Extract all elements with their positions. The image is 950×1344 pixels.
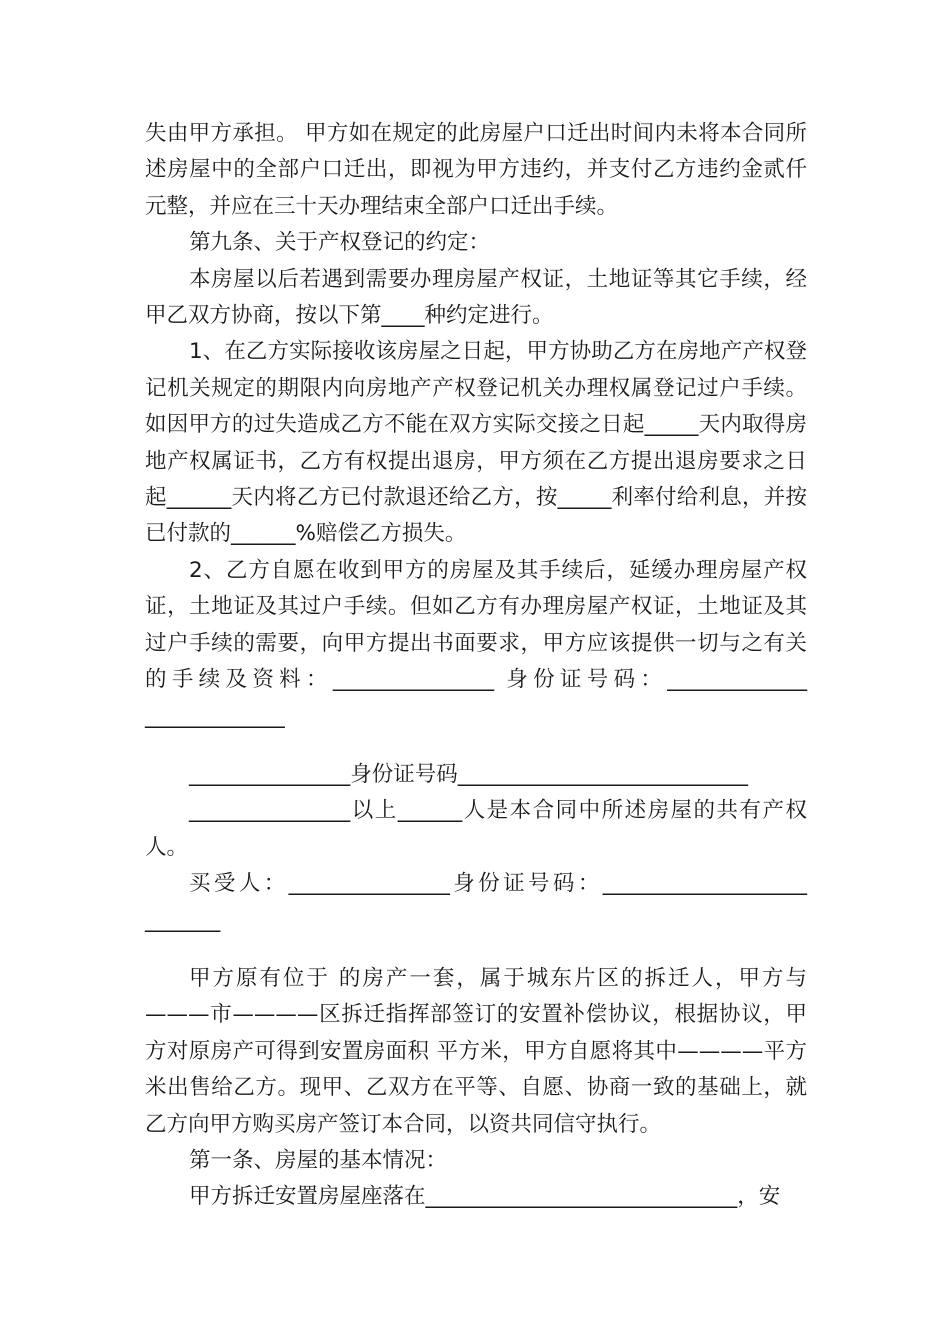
- heading-article-9: 第九条、关于产权登记的约定：: [189, 230, 491, 256]
- document-body: [145, 116, 807, 1216]
- heading-article-1: 第一条、房屋的基本情况：: [189, 1147, 448, 1173]
- paragraph-property-location: 甲方拆迁安置房屋座落在_____________________________，安: [189, 1184, 781, 1210]
- paragraph-property-registration: 本房屋以后若遇到需要办理房屋产权证，土地证等其它手续，经甲乙双方协商，按以下第____种约定进行。: [145, 266, 807, 329]
- paragraph-option-2: 2、乙方自愿在收到甲方的房屋及其手续后，延缓办理房屋产权证，土地证及其过户手续。但如乙方有办理房屋产权证，土地证及其过户手续的需要，向甲方提出书面要求，甲方应该提供一切与之有关的手续及资料：_______________ 身份证号码：_____________ _____________: [145, 557, 807, 729]
- paragraph-co-owners: _______________以上______人是本合同中所述房屋的共有产权人。: [145, 798, 807, 860]
- paragraph-preamble: 甲方原有位于 的房产一套，属于城东片区的拆迁人，甲方与———市————区拆迁指挥部签订的安置补偿协议，根据协议，甲方对原房产可得到安置房面积 平方米，甲方自愿将其中————平方米出售给乙方。现甲、乙双方在平等、自愿、协商一致的基础上，就乙方向甲方购买房产签订本合同，以资共同信守执行。: [145, 965, 807, 1137]
- paragraph-co-owner-id: _______________身份证号码___________________________: [189, 761, 749, 787]
- paragraph-buyer: 买受人：_______________身份证号码：___________________ _______: [145, 871, 807, 933]
- paragraph-household-clause-end: 失由甲方承担。 甲方如在规定的此房屋户口迁出时间内未将本合同所述房屋中的全部户口迁出，即视为甲方违约，并支付乙方违约金贰仟元整，并应在三十天办理结束全部户口迁出手续。: [145, 121, 807, 219]
- paragraph-option-1: 1、在乙方实际接收该房屋之日起，甲方协助乙方在房地产产权登记机关规定的期限内向房地产产权登记机关办理权属登记过户手续。如因甲方的过失造成乙方不能在双方实际交接之日起_____天内取得房地产权属证书，乙方有权提出退房，甲方须在乙方提出退房要求之日起______天内将乙方已付款退还给乙方，按_____利率付给利息，并按已付款的______%赔偿乙方损失。: [145, 339, 807, 547]
